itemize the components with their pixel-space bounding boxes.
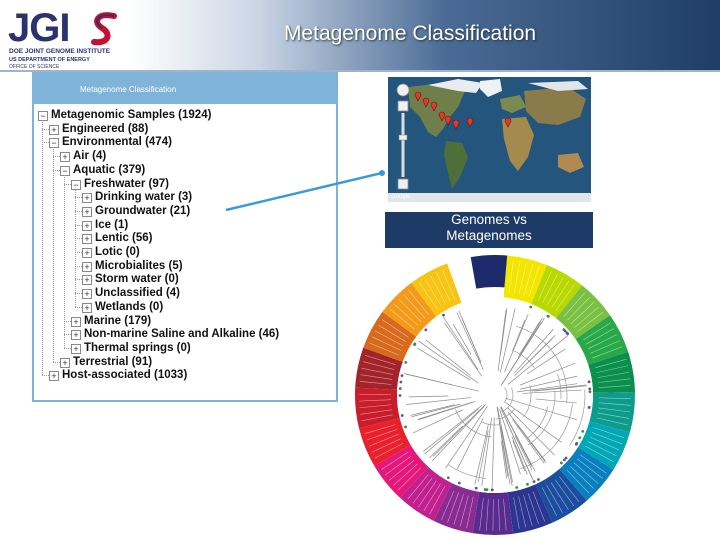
genomes-vs-metagenomes-label [385,212,593,248]
leaf-marker [533,480,536,483]
tree-node-label: Thermal springs (0) [84,341,191,354]
tree-connector [75,197,82,198]
leaf-marker [588,406,591,409]
leaf-marker [565,457,568,460]
tree-connector [53,362,60,363]
tree-of-life-chart [350,250,640,540]
tree-node-label: Host-associated (1033) [62,369,188,382]
jgi-logo [8,8,138,70]
genomes-label-line2: Metagenomes [446,228,532,243]
leaf-marker [475,487,478,490]
tree-node-label: Air (4) [73,150,107,163]
tree-connector [42,375,49,376]
tree-node-label: Aquatic (379) [73,163,146,176]
expand-icon[interactable]: + [82,248,92,258]
expand-icon[interactable]: + [82,234,92,244]
expand-icon[interactable]: + [71,330,81,340]
expand-icon[interactable]: + [82,275,92,285]
collapse-icon[interactable]: − [60,166,70,176]
map-graphic [388,77,591,202]
leaf-marker [447,476,450,479]
tree-connector [53,156,60,157]
tree-node-label: Terrestrial (91) [73,355,153,368]
tree-connector [64,321,71,322]
leaf-marker [401,374,404,377]
phylum-segment [471,255,508,289]
world-map[interactable] [388,77,591,202]
tree-connector [64,348,71,349]
tree-node-label: Lotic (0) [95,246,140,258]
leaf-marker [458,482,461,485]
tree-node-label: Unclassified (4) [95,287,180,300]
expand-icon[interactable]: + [49,125,59,135]
leaf-marker [537,478,540,481]
leaf-marker [442,314,445,317]
genomes-label-line1: Genomes vs [451,212,527,227]
expand-icon[interactable]: + [82,262,92,272]
tree-node-label: Wetlands (0) [95,300,164,313]
leaf-marker [578,436,581,439]
tree-node-label: Groundwater (21) [95,204,191,217]
collapse-icon[interactable]: − [49,138,59,148]
tree-node-label: Non-marine Saline and Alkaline (46) [84,328,280,341]
tree-guide-line [42,120,43,375]
tree-connector [75,293,82,294]
expand-icon[interactable]: + [60,358,70,368]
tree-connector [42,142,49,143]
tree-connector [75,266,82,267]
tree-node-label: Metagenomic Samples (1924) [51,109,212,121]
tree-connector [75,211,82,212]
tree-connector [75,252,82,253]
classification-panel [32,72,338,402]
tree-guide-line [64,175,65,348]
expand-icon[interactable]: + [60,152,70,162]
tree-center [397,297,593,493]
tree-node-label: Engineered (88) [62,122,149,135]
panel-title: Metagenome Classification [80,85,177,94]
logo-line2: US DEPARTMENT OF ENERGY [9,57,90,63]
slide-header [0,0,720,72]
leaf-marker [404,426,407,429]
leaf-marker [563,328,566,331]
tree-node-label: Ice (1) [95,218,129,231]
map-attribution: Google [391,194,411,200]
leaf-marker [581,430,584,433]
leaf-marker [399,394,402,397]
leaf-marker [515,486,518,489]
expand-icon[interactable]: + [71,317,81,327]
expand-icon[interactable]: + [82,193,92,203]
leaf-marker [547,315,550,318]
tree-node-label: Drinking water (3) [95,191,193,204]
tree-connector [53,170,60,171]
tree-connector [75,225,82,226]
expand-icon[interactable]: + [82,221,92,231]
tree-connector [75,307,82,308]
logo-text: JGI [8,6,70,50]
logo-swirl-icon [90,12,120,46]
expand-icon[interactable]: + [82,207,92,217]
logo-line1: DOE JOINT GENOME INSTITUTE [9,48,111,55]
expand-icon[interactable]: + [82,303,92,313]
tree-node-label: Microbialites (5) [95,259,183,272]
collapse-icon[interactable]: − [71,180,81,190]
leaf-marker [401,414,404,417]
tree-guide-line [75,189,76,307]
leaf-marker [588,387,591,390]
leaf-marker [575,443,578,446]
collapse-icon[interactable]: − [38,111,48,121]
leaf-marker [404,361,407,364]
tree-connector [42,129,49,130]
leaf-marker [589,390,592,393]
leaf-marker [588,380,591,383]
leaf-marker [526,483,529,486]
leaf-marker [414,342,417,345]
logo-line3: OFFICE OF SCIENCE [9,64,60,70]
expand-icon[interactable]: + [49,371,59,381]
tree-node-label: Marine (179) [84,314,152,327]
tree-connector [64,184,71,185]
expand-icon[interactable]: + [82,289,92,299]
tree-node-label: Environmental (474) [62,136,172,149]
panel-header [34,74,336,104]
tree-guide-line [53,147,54,361]
leaf-marker [424,328,427,331]
tree-node-label: Freshwater (97) [84,177,170,190]
tree-connector [75,238,82,239]
map-zoom-control[interactable] [396,83,410,193]
tree-connector [64,334,71,335]
expand-icon[interactable]: + [71,344,81,354]
slide-title: Metagenome Classification [283,22,537,45]
classification-tree [34,106,336,398]
tree-node-label: Lentic (56) [95,232,153,245]
leaf-marker [484,488,487,491]
tree-connector [75,279,82,280]
leaf-marker [565,331,568,334]
leaf-marker [560,462,563,465]
leaf-marker [399,387,402,390]
leaf-marker [491,489,494,492]
leaf-marker [529,306,532,309]
leaf-marker [399,381,402,384]
tree-node-label: Storm water (0) [95,273,179,286]
